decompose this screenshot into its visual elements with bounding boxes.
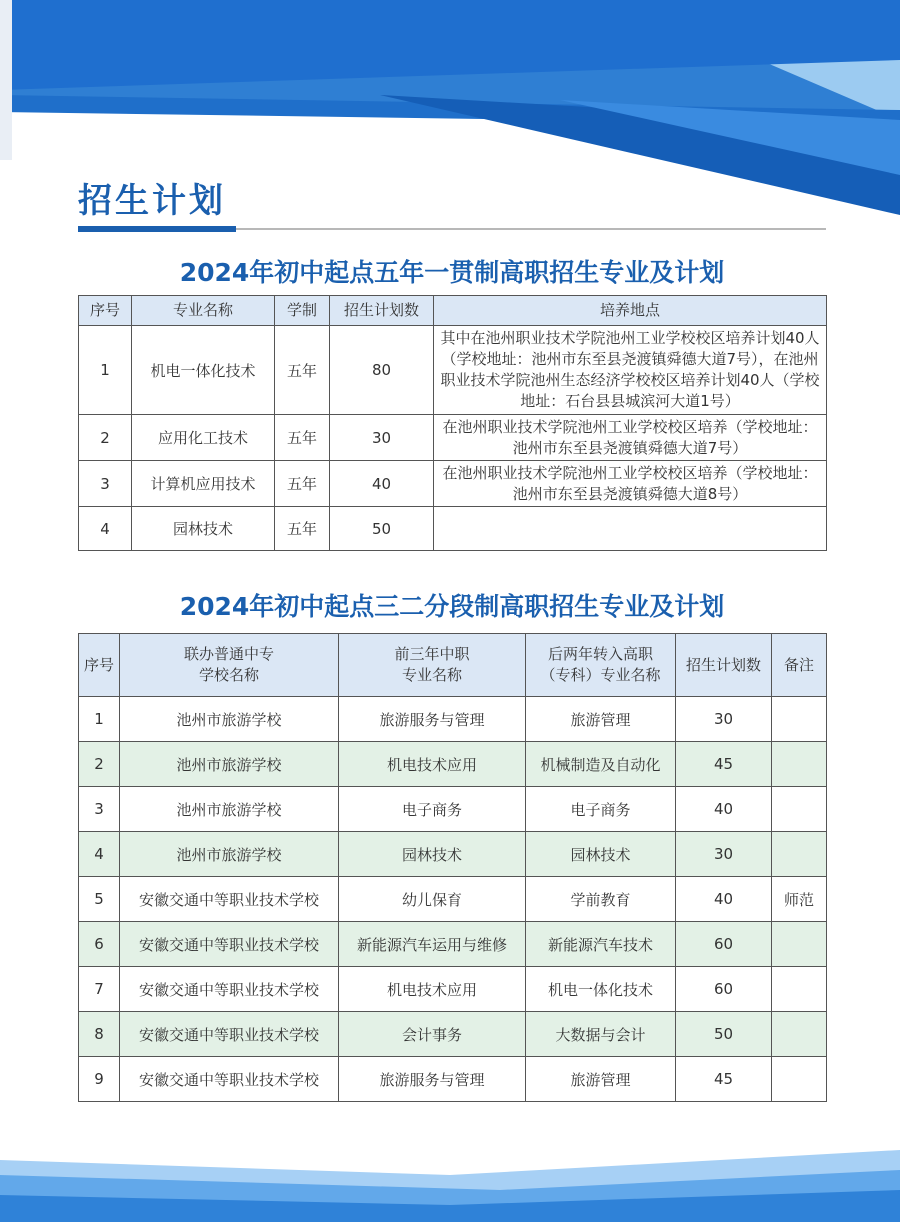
col-header-no: 序号	[79, 634, 120, 697]
row-duration: 五年	[275, 507, 330, 551]
col-header-no: 序号	[79, 296, 132, 326]
row-no: 1	[79, 697, 120, 742]
row-no: 7	[79, 967, 120, 1012]
table-row	[79, 922, 827, 967]
row-note	[772, 922, 827, 967]
row-secondary-major: 幼儿保育	[339, 877, 526, 922]
row-duration: 五年	[275, 326, 330, 415]
row-college-major: 学前教育	[526, 877, 676, 922]
row-school: 池州市旅游学校	[120, 742, 339, 787]
table-row	[79, 1057, 827, 1102]
table-row	[79, 1012, 827, 1057]
table-row	[79, 326, 827, 415]
row-college-major: 园林技术	[526, 832, 676, 877]
row-secondary-major: 旅游服务与管理	[339, 697, 526, 742]
row-quota: 30	[676, 697, 772, 742]
row-college-major: 大数据与会计	[526, 1012, 676, 1057]
row-no: 4	[79, 832, 120, 877]
row-no: 6	[79, 922, 120, 967]
row-school: 安徽交通中等职业技术学校	[120, 1012, 339, 1057]
row-location	[434, 507, 827, 551]
table-row	[79, 507, 827, 551]
row-college-major: 电子商务	[526, 787, 676, 832]
col-header-secondary-major	[339, 634, 526, 697]
col-header-secondary-line2: 专业名称	[401, 666, 462, 684]
three-two-plan-title: 2024年初中起点三二分段制高职招生专业及计划	[179, 592, 725, 621]
row-secondary-major: 电子商务	[339, 787, 526, 832]
row-college-major: 旅游管理	[526, 1057, 676, 1102]
row-school: 池州市旅游学校	[120, 697, 339, 742]
col-header-school-line1: 联办普通中专	[183, 645, 274, 663]
row-major: 应用化工技术	[132, 415, 275, 461]
row-secondary-major: 旅游服务与管理	[339, 1057, 526, 1102]
row-quota: 50	[330, 507, 434, 551]
row-school: 池州市旅游学校	[120, 787, 339, 832]
table-row	[79, 832, 827, 877]
col-header-college-line1: 后两年转入高职	[547, 645, 653, 663]
row-quota: 30	[676, 832, 772, 877]
col-header-college-major	[526, 634, 676, 697]
table-row	[79, 787, 827, 832]
row-school: 安徽交通中等职业技术学校	[120, 1057, 339, 1102]
row-secondary-major: 会计事务	[339, 1012, 526, 1057]
title-underline-accent	[78, 226, 236, 232]
row-quota: 40	[676, 877, 772, 922]
row-quota: 30	[330, 415, 434, 461]
row-duration: 五年	[275, 461, 330, 507]
row-major: 计算机应用技术	[132, 461, 275, 507]
row-no: 8	[79, 1012, 120, 1057]
row-school: 安徽交通中等职业技术学校	[120, 877, 339, 922]
row-major: 园林技术	[132, 507, 275, 551]
row-no: 2	[79, 742, 120, 787]
col-header-location: 培养地点	[434, 296, 827, 326]
table-header-row	[79, 296, 827, 326]
table-row	[79, 697, 827, 742]
table-row	[79, 415, 827, 461]
row-college-major: 新能源汽车技术	[526, 922, 676, 967]
col-header-school-line2: 学校名称	[198, 666, 259, 684]
col-header-quota: 招生计划数	[676, 634, 772, 697]
row-no: 9	[79, 1057, 120, 1102]
row-note	[772, 832, 827, 877]
row-note: 师范	[772, 877, 827, 922]
table-row	[79, 877, 827, 922]
row-quota: 50	[676, 1012, 772, 1057]
row-secondary-major: 新能源汽车运用与维修	[339, 922, 526, 967]
col-header-note: 备注	[772, 634, 827, 697]
row-note	[772, 742, 827, 787]
row-quota: 40	[676, 787, 772, 832]
table-row	[79, 461, 827, 507]
row-no: 1	[79, 326, 132, 415]
row-note	[772, 697, 827, 742]
three-two-plan-table	[78, 633, 827, 1102]
table-row	[79, 967, 827, 1012]
row-duration: 五年	[275, 415, 330, 461]
col-header-major: 专业名称	[132, 296, 275, 326]
row-quota: 45	[676, 1057, 772, 1102]
row-note	[772, 787, 827, 832]
row-quota: 40	[330, 461, 434, 507]
col-header-secondary-line1: 前三年中职	[394, 645, 470, 663]
col-header-quota: 招生计划数	[330, 296, 434, 326]
row-school: 安徽交通中等职业技术学校	[120, 922, 339, 967]
row-quota: 80	[330, 326, 434, 415]
col-header-duration: 学制	[275, 296, 330, 326]
row-note	[772, 1012, 827, 1057]
row-secondary-major: 机电技术应用	[339, 967, 526, 1012]
row-note	[772, 967, 827, 1012]
title-underline-rule	[236, 228, 826, 230]
col-header-college-line2: （专科）专业名称	[540, 666, 661, 684]
row-no: 5	[79, 877, 120, 922]
table-row	[79, 742, 827, 787]
row-school: 池州市旅游学校	[120, 832, 339, 877]
row-no: 2	[79, 415, 132, 461]
row-no: 3	[79, 787, 120, 832]
row-college-major: 机电一体化技术	[526, 967, 676, 1012]
row-location: 其中在池州职业技术学院池州工业学校校区培养计划40人（学校地址：池州市东至县尧渡镇舜德大道7号），在池州职业技术学院池州生态经济学校校区培养计划40人（学校地址：石台县县城滨河大道1号）	[434, 326, 827, 415]
five-year-plan-title: 2024年初中起点五年一贯制高职招生专业及计划	[179, 258, 725, 287]
row-college-major: 旅游管理	[526, 697, 676, 742]
row-quota: 60	[676, 922, 772, 967]
row-quota: 60	[676, 967, 772, 1012]
row-college-major: 机械制造及自动化	[526, 742, 676, 787]
row-secondary-major: 机电技术应用	[339, 742, 526, 787]
row-quota: 45	[676, 742, 772, 787]
row-no: 4	[79, 507, 132, 551]
five-year-plan-table	[78, 295, 827, 551]
row-location: 在池州职业技术学院池州工业学校校区培养（学校地址：池州市东至县尧渡镇舜德大道7号）	[434, 415, 827, 461]
page-title: 招生计划	[78, 181, 226, 221]
row-note	[772, 1057, 827, 1102]
col-header-school	[120, 634, 339, 697]
row-secondary-major: 园林技术	[339, 832, 526, 877]
row-school: 安徽交通中等职业技术学校	[120, 967, 339, 1012]
table-header-row	[79, 634, 827, 697]
row-major: 机电一体化技术	[132, 326, 275, 415]
row-location: 在池州职业技术学院池州工业学校校区培养（学校地址：池州市东至县尧渡镇舜德大道8号）	[434, 461, 827, 507]
row-no: 3	[79, 461, 132, 507]
